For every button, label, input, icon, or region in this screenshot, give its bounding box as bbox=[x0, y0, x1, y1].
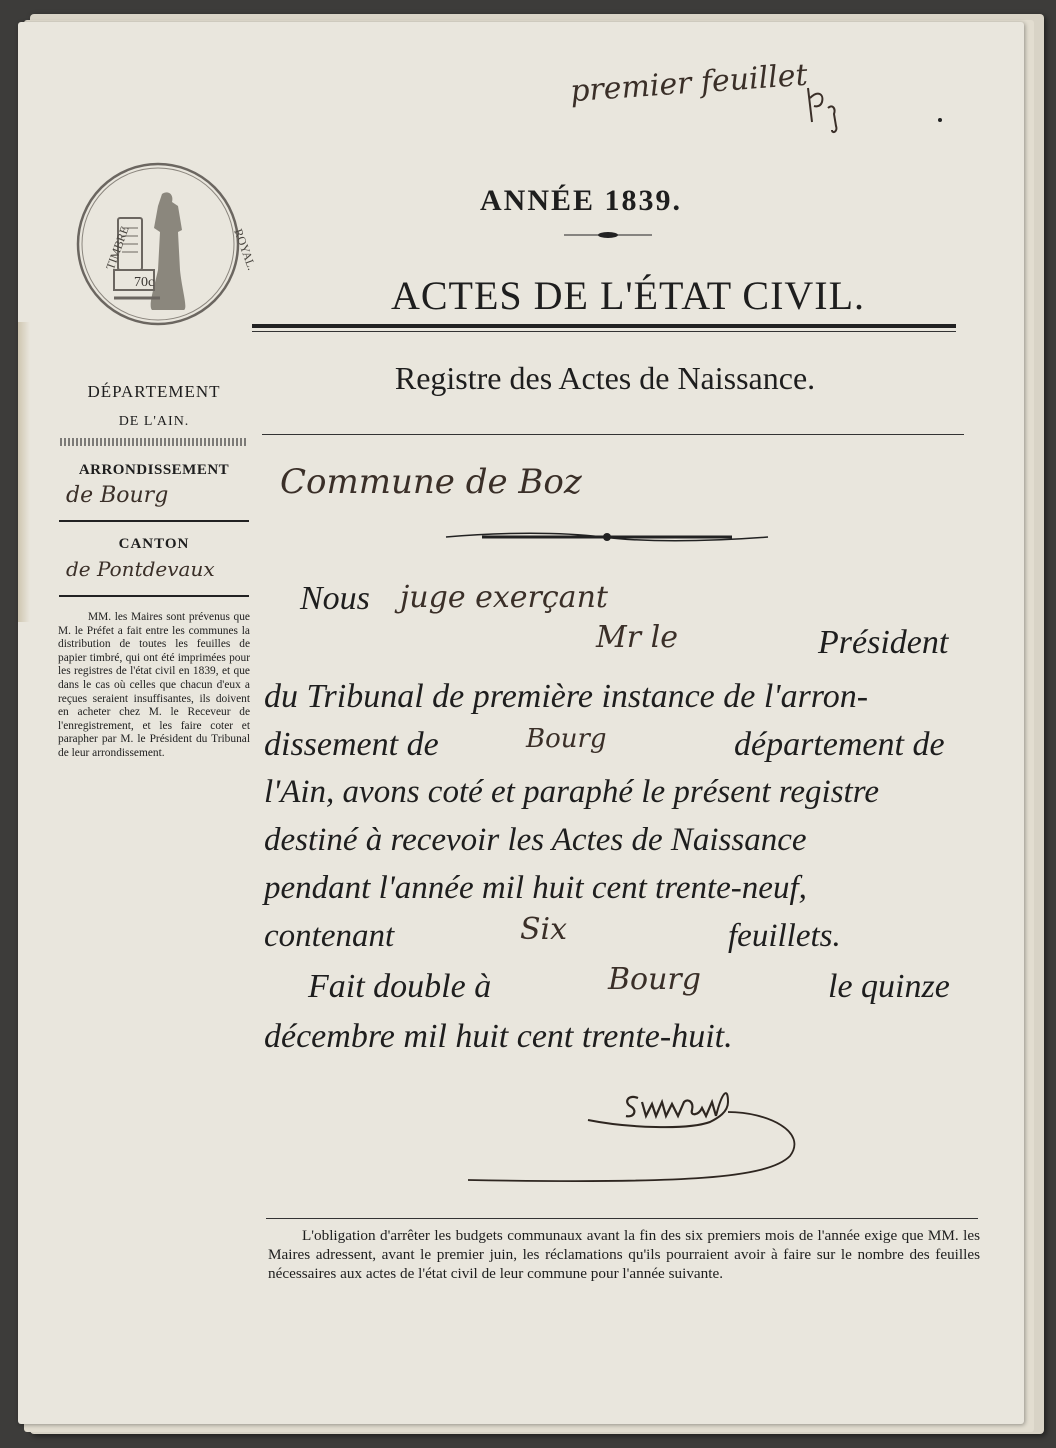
left-rule-2 bbox=[59, 595, 249, 597]
body-nous: Nous bbox=[300, 580, 370, 617]
actes-title: ACTES DE L'ÉTAT CIVIL. bbox=[390, 273, 866, 318]
title-rule-thin bbox=[252, 331, 956, 332]
handwritten-bourg-1: Bourg bbox=[526, 724, 607, 754]
annee-heading: ANNÉE 1839. bbox=[480, 184, 683, 217]
timbre-royal-stamp bbox=[74, 160, 260, 328]
body-line-1: du Tribunal de première instance de l'arron- bbox=[264, 678, 869, 715]
wavy-divider bbox=[60, 438, 248, 446]
handwritten-feuillets-count: Six bbox=[520, 912, 568, 947]
left-rule-1 bbox=[59, 520, 249, 522]
handwritten-top-note: premier feuillet bbox=[569, 57, 809, 110]
handwritten-commune: Commune de Boz bbox=[280, 462, 582, 502]
departement-ain: DE L'AIN. bbox=[118, 414, 190, 429]
body-line-2a: dissement de bbox=[264, 726, 439, 763]
ink-dot bbox=[938, 118, 942, 122]
handwritten-arrondissement: de Bourg bbox=[66, 483, 169, 508]
commune-ornament bbox=[442, 530, 772, 544]
body-feuillets: feuillets. bbox=[728, 918, 841, 954]
handwritten-bourg-2: Bourg bbox=[608, 962, 701, 997]
body-line-5: pendant l'année mil huit cent trente-neuf, bbox=[264, 870, 807, 906]
budget-notice: L'obligation d'arrêter les budgets communaux avant la fin des six premiers mois de l'année exige que MM. les Maires adressent, avant le premier juin, les réclamations qu'ils pourraient avoir à faire sur le nombre des feuilles nécessaires aux actes de l'état civil de leur commune pour l'année suivante. bbox=[268, 1227, 980, 1282]
signature-text: Suivon bbox=[658, 1092, 662, 1093]
stamp-right-label: ROYAL. bbox=[231, 226, 260, 273]
departement-label: DÉPARTEMENT bbox=[87, 382, 221, 401]
left-column bbox=[56, 382, 252, 761]
title-rule-thick bbox=[252, 324, 956, 328]
signature bbox=[568, 1072, 828, 1192]
body-fait-double: Fait double à bbox=[308, 968, 492, 1005]
body-line-4: destiné à recevoir les Actes de Naissance bbox=[264, 822, 807, 858]
canton-label: CANTON bbox=[118, 536, 190, 552]
heading-ornament bbox=[562, 230, 654, 240]
document-page bbox=[18, 22, 1024, 1424]
stamp-value: 70c bbox=[134, 275, 155, 290]
handwritten-mr: Mr le bbox=[596, 620, 678, 655]
body-contenant: contenant bbox=[264, 918, 395, 954]
registre-rule bbox=[262, 434, 964, 435]
body-decembre: décembre mil huit cent trente-huit. bbox=[264, 1018, 733, 1055]
body-line-3: l'Ain, avons coté et paraphé le présent registre bbox=[264, 774, 879, 810]
registre-heading: Registre des Actes de Naissance. bbox=[394, 360, 816, 396]
body-le-quinze: le quinze bbox=[828, 968, 950, 1005]
body-president: Président bbox=[818, 624, 949, 661]
handwritten-nous-title: juge exerçant bbox=[400, 580, 608, 615]
arrondissement-label: ARRONDISSEMENT bbox=[78, 462, 230, 478]
initials-mark bbox=[802, 78, 862, 134]
stamp-left-label: TIMBRE bbox=[103, 224, 132, 272]
handwritten-canton: de Pontdevaux bbox=[66, 557, 215, 581]
page-edge-stain bbox=[18, 322, 30, 622]
body-line-2b: département de bbox=[734, 726, 945, 763]
maires-notice: MM. les Maires sont prévenus que M. le Préfet a fait entre les communes la distribution de toutes les feuilles de papier timbré, qui ont été imprimées pour les registres de l'état civil en 1839, et que dans le cas où celles que chacun d'eux a reçues seraient insuffisantes, ils doivent en acheter chez M. le Receveur de l'enregistrement, et les faire coter et parapher par M. le Président du Tribunal de leur arrondissement. bbox=[58, 611, 250, 759]
bottom-rule bbox=[266, 1218, 978, 1219]
